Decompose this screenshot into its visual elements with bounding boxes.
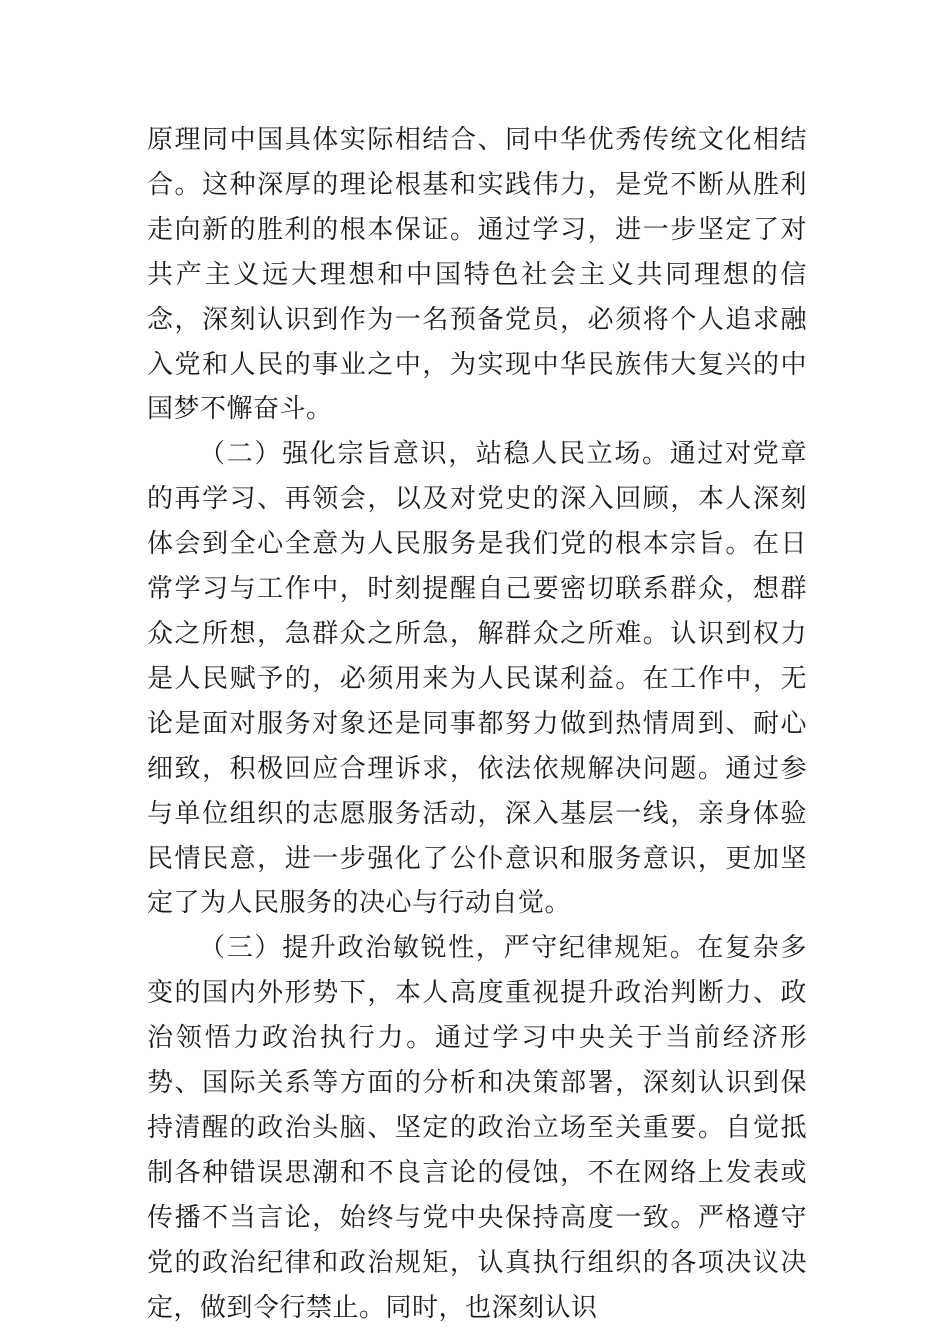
paragraph-1: 原理同中国具体实际相结合、同中华优秀传统文化相结合。这种深厚的理论根基和实践伟力，是党不断从胜利走向新的胜利的根本保证。通过学习，进一步坚定了对共产主义远大理想和中国特色社会主义共同理想的信念，深刻认识到作为一名预备党员，必须将个人追求融入党和人民的事业之中，为实现中华民族伟大复兴的中国梦不懈奋斗。 <box>147 125 807 425</box>
document-body <box>147 118 807 1330</box>
paragraph-3: （三）提升政治敏锐性，严守纪律规矩。在复杂多变的国内外形势下，本人高度重视提升政治判断力、政治领悟力政治执行力。通过学习中央关于当前经济形势、国际关系等方面的分析和决策部署，深刻认识到保持清醒的政治头脑、坚定的政治立场至关重要。自觉抵制各种错误思潮和不良言论的侵蚀，不在网络上发表或传播不当言论，始终与党中央保持高度一致。严格遵守党的政治纪律和政治规矩，认真执行组织的各项决议决定，做到令行禁止。同时，也深刻认识 <box>147 933 807 1323</box>
paragraph-2: （二）强化宗旨意识，站稳人民立场。通过对党章的再学习、再领会，以及对党史的深入回顾，本人深刻体会到全心全意为人民服务是我们党的根本宗旨。在日常学习与工作中，时刻提醒自己要密切联系群众，想群众之所想，急群众之所急，解群众之所难。认识到权力是人民赋予的，必须用来为人民谋利益。在工作中，无论是面对服务对象还是同事都努力做到热情周到、耐心细致，积极回应合理诉求，依法依规解决问题。通过参与单位组织的志愿服务活动，深入基层一线，亲身体验民情民意，进一步强化了公仆意识和服务意识，更加坚定了为人民服务的决心与行动自觉。 <box>147 439 807 919</box>
